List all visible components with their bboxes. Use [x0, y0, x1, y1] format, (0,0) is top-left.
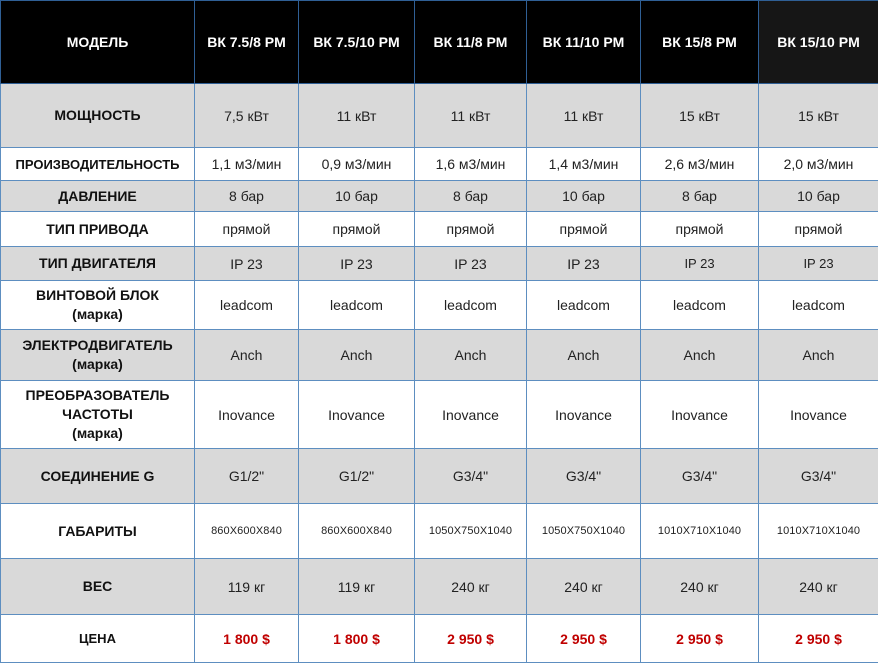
row-motor-type: [1, 247, 878, 281]
table-cell: G3/4": [641, 449, 759, 504]
table-cell: leadcom: [195, 281, 299, 330]
row-label-text: ДАВЛЕНИЕ: [3, 187, 192, 206]
row-label-text: ПРОИЗВОДИТЕЛЬНОСТЬ: [3, 155, 192, 174]
row-label: [1, 181, 195, 212]
table-cell: 2,0 м3/мин: [759, 148, 878, 181]
row-weight: [1, 559, 878, 615]
table-cell: 1010X710X1040: [641, 504, 759, 559]
model-header: ВК 7.5/10 PM: [299, 1, 415, 84]
table-cell: G3/4": [759, 449, 878, 504]
table-cell: 10 бар: [299, 181, 415, 212]
row-label: [1, 449, 195, 504]
model-header: ВК 7.5/8 PM: [195, 1, 299, 84]
table-cell: IP 23: [641, 247, 759, 281]
row-power: [1, 84, 878, 148]
table-cell: 8 бар: [415, 181, 527, 212]
table-cell: IP 23: [299, 247, 415, 281]
model-header: ВК 11/8 PM: [415, 1, 527, 84]
table-cell: прямой: [299, 212, 415, 247]
row-label: [1, 247, 195, 281]
table-cell: 15 кВт: [641, 84, 759, 148]
row-frequency-converter: [1, 381, 878, 449]
table-cell: прямой: [415, 212, 527, 247]
model-header: ВК 15/10 PM: [759, 1, 878, 84]
row-capacity: [1, 148, 878, 181]
row-label-text: ГАБАРИТЫ: [3, 522, 192, 541]
table-cell: Inovance: [415, 381, 527, 449]
table-cell: прямой: [527, 212, 641, 247]
price-cell: 1 800 $: [195, 615, 299, 663]
table-cell: IP 23: [195, 247, 299, 281]
table-cell: Inovance: [299, 381, 415, 449]
table-cell: 1,6 м3/мин: [415, 148, 527, 181]
row-label: [1, 148, 195, 181]
table-cell: Anch: [299, 330, 415, 381]
row-label-text: ТИП ПРИВОДА: [3, 220, 192, 239]
table-cell: прямой: [759, 212, 878, 247]
row-label: [1, 504, 195, 559]
table-cell: 8 бар: [641, 181, 759, 212]
table-cell: Inovance: [527, 381, 641, 449]
table-cell: Anch: [527, 330, 641, 381]
row-label: [1, 330, 195, 381]
row-label-subtext: (марка): [3, 305, 192, 324]
row-pressure: [1, 181, 878, 212]
table-cell: 119 кг: [299, 559, 415, 615]
table-cell: 10 бар: [759, 181, 878, 212]
row-label-text: ЦЕНА: [3, 629, 192, 648]
table-cell: 860X600X840: [299, 504, 415, 559]
model-column-header: МОДЕЛЬ: [1, 1, 195, 84]
row-label-text: ТИП ДВИГАТЕЛЯ: [3, 254, 192, 273]
table-cell: прямой: [195, 212, 299, 247]
table-cell: IP 23: [759, 247, 878, 281]
row-label-text: МОЩНОСТЬ: [3, 106, 192, 125]
table-cell: 8 бар: [195, 181, 299, 212]
table-cell: 240 кг: [641, 559, 759, 615]
model-header: ВК 15/8 PM: [641, 1, 759, 84]
row-dimensions: [1, 504, 878, 559]
table-cell: Inovance: [759, 381, 878, 449]
table-cell: IP 23: [415, 247, 527, 281]
table-cell: 240 кг: [759, 559, 878, 615]
row-label-subtext: (марка): [3, 424, 192, 443]
table-cell: leadcom: [299, 281, 415, 330]
table-cell: leadcom: [759, 281, 878, 330]
table-cell: 1050X750X1040: [415, 504, 527, 559]
row-drive-type: [1, 212, 878, 247]
model-header: ВК 11/10 PM: [527, 1, 641, 84]
row-label: [1, 281, 195, 330]
table-cell: Anch: [415, 330, 527, 381]
table-cell: leadcom: [527, 281, 641, 330]
row-label: [1, 212, 195, 247]
table-cell: G3/4": [527, 449, 641, 504]
row-electric-motor: [1, 330, 878, 381]
row-label-text: ВИНТОВОЙ БЛОК: [3, 286, 192, 305]
table-cell: прямой: [641, 212, 759, 247]
table-cell: 860X600X840: [195, 504, 299, 559]
table-cell: IP 23: [527, 247, 641, 281]
table-cell: 11 кВт: [527, 84, 641, 148]
row-label: [1, 84, 195, 148]
row-label-text: СОЕДИНЕНИЕ G: [3, 467, 192, 486]
table-cell: G1/2": [299, 449, 415, 504]
table-cell: Inovance: [195, 381, 299, 449]
row-label-text: ЭЛЕКТРОДВИГАТЕЛЬ: [3, 336, 192, 355]
table-cell: 7,5 кВт: [195, 84, 299, 148]
table-cell: 1050X750X1040: [527, 504, 641, 559]
row-label: [1, 381, 195, 449]
table-cell: 0,9 м3/мин: [299, 148, 415, 181]
table-cell: 15 кВт: [759, 84, 878, 148]
table-cell: Anch: [195, 330, 299, 381]
table-cell: 240 кг: [415, 559, 527, 615]
row-label-text: ВЕС: [3, 577, 192, 596]
table-cell: Anch: [641, 330, 759, 381]
row-label-text: ПРЕОБРАЗОВАТЕЛЬ: [3, 386, 192, 405]
row-label-text: ЧАСТОТЫ: [3, 405, 192, 424]
table-cell: Anch: [759, 330, 878, 381]
table-cell: G3/4": [415, 449, 527, 504]
table-cell: G1/2": [195, 449, 299, 504]
table-cell: 11 кВт: [415, 84, 527, 148]
price-cell: 2 950 $: [641, 615, 759, 663]
table-cell: 1,1 м3/мин: [195, 148, 299, 181]
row-price: [1, 615, 878, 663]
row-screw-block: [1, 281, 878, 330]
table-cell: Inovance: [641, 381, 759, 449]
table-cell: 10 бар: [527, 181, 641, 212]
table-cell: leadcom: [641, 281, 759, 330]
table-cell: 1010X710X1040: [759, 504, 878, 559]
table-cell: 2,6 м3/мин: [641, 148, 759, 181]
table-cell: leadcom: [415, 281, 527, 330]
table-cell: 11 кВт: [299, 84, 415, 148]
price-cell: 2 950 $: [415, 615, 527, 663]
row-label: [1, 615, 195, 663]
row-label: [1, 559, 195, 615]
price-cell: 2 950 $: [759, 615, 878, 663]
table-cell: 119 кг: [195, 559, 299, 615]
price-cell: 2 950 $: [527, 615, 641, 663]
price-cell: 1 800 $: [299, 615, 415, 663]
row-connection: [1, 449, 878, 504]
table-cell: 1,4 м3/мин: [527, 148, 641, 181]
header-row: [1, 1, 878, 84]
row-label-subtext: (марка): [3, 355, 192, 374]
table-cell: 240 кг: [527, 559, 641, 615]
